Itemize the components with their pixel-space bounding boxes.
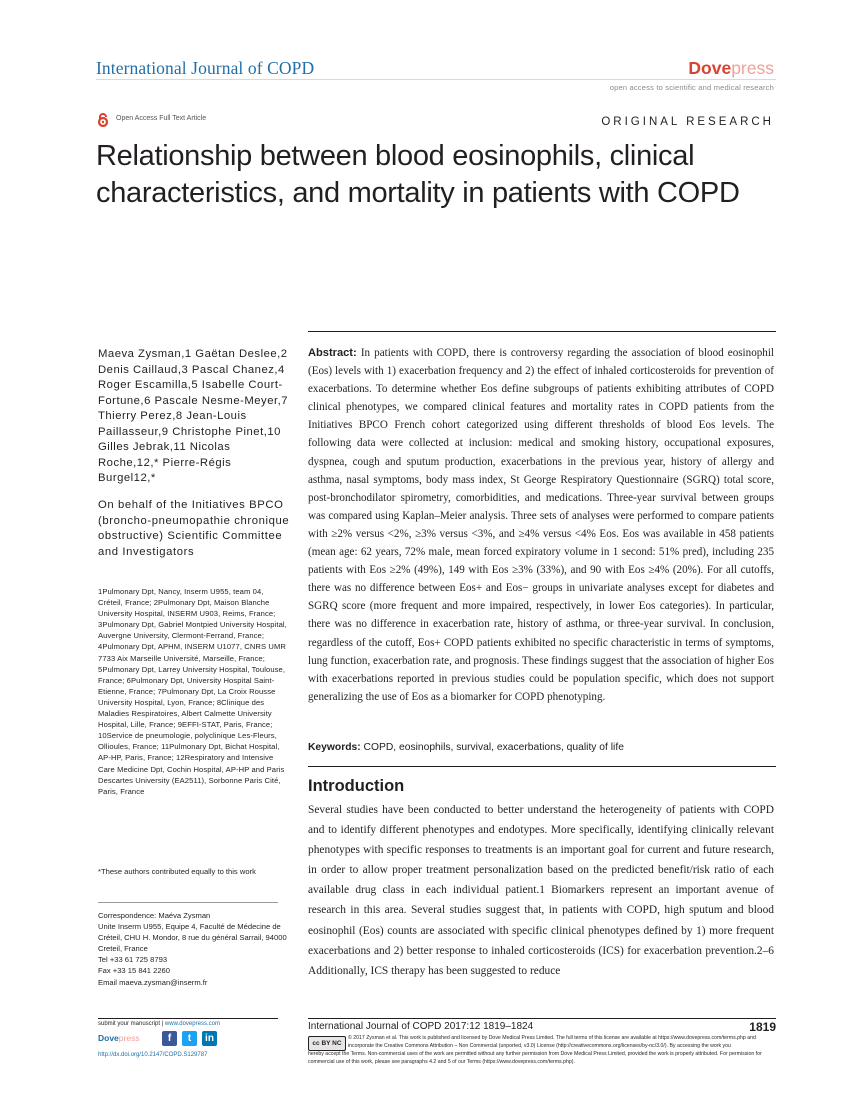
footer-publisher-logo[interactable]	[98, 1033, 140, 1043]
cc-license-icon[interactable]: cc BY NC	[308, 1036, 346, 1051]
linkedin-icon[interactable]: in	[202, 1031, 217, 1046]
keywords	[308, 740, 774, 756]
header-divider	[96, 79, 776, 80]
author-list: Maeva Zysman,1 Gaëtan Deslee,2 Denis Caillaud,3 Pascal Chanez,4 Roger Escamilla,5 Isabelle Court-Fortune,6 Pascale Nesme-Meyer,7 Thierry Perez,8 Jean-Louis Paillasseur,9 Christophe Pinet,10 Gilles Jebrak,11 Nicolas Roche,12,* Pierre-Régis Burgel12,*	[98, 348, 289, 484]
affiliations: 1Pulmonary Dpt, Nancy, Inserm U955, team 04, Créteil, France; 2Pulmonary Dpt, Maison Blanche University Hospital, INSERM U903, Reims, France; 3Pulmonary Dpt, Gabriel Montpied University Hospital, Auvergne University, Clermont-Ferrand, France; 4Pulmonary Dpt, APHM, INSERM U1077, CNRS UMR 7733 Aix Marseille Université, Marseille, France; 5Pulmonary Dpt, Larrey University Hospital, Toulouse, France; 6Pulmonary Dpt, University Hospital Saint-Etienne, France; 7Pulmonary Dpt, La Croix Rousse University Hospital, Lyon, France; 8Clinique des Maladies Respiratoires, Albert Calmette University Hospital, Lille, France; 9EFFI-STAT, Paris, France; 10Service de pneumologie, polyclinique Les-Fleurs, Ollioules, France; 11Pulmonary Dpt, Bichat Hospital, AP-HP, Paris, France; 12Respiratory and Intensive Care Medicine Dpt, Cochin Hospital, AP-HP and Paris Descartes University (EA2511), Sorbonne Paris Cité, Paris, France	[98, 587, 287, 796]
publisher-logo[interactable]	[688, 58, 774, 79]
correspondence-label: Correspondence: Maéva Zysman	[98, 911, 211, 920]
article-type: ORIGINAL RESEARCH	[601, 116, 774, 128]
license-text: © 2017 Zysman et al. This work is published and licensed by Dove Medical Press Limited. The full terms of this license are available at https://www.dovepress.com/terms.php and incorporate the Creative Commons Attribution – Non Commercial (unported, v3.0) License (http://creativecommons.org/licenses/by-nc/3.0/). By accessing the work you	[348, 1035, 756, 1049]
abstract-top-divider	[308, 331, 776, 332]
footer-divider-left	[98, 1018, 278, 1019]
submit-text: submit your manuscript |	[98, 1021, 165, 1027]
correspondence-block	[98, 910, 290, 988]
publisher-tagline: open access to scientific and medical research	[609, 83, 774, 92]
twitter-icon[interactable]: t	[182, 1031, 197, 1046]
submit-manuscript	[98, 1021, 220, 1027]
social-links	[162, 1031, 217, 1046]
page-number: 1819	[749, 1020, 776, 1034]
article-title: Relationship between blood eosinophils, clinical characteristics, and mortality in patients with COPD	[96, 140, 740, 209]
open-access-icon	[96, 113, 110, 127]
footer-divider-right	[308, 1018, 776, 1019]
abstract	[308, 344, 774, 706]
correspondence-divider	[98, 902, 278, 903]
license-text-continued: hereby accept the Terms. Non-commercial uses of the work are permitted without any further permission from Dove Medical Press Limited, provided the work is properly attributed. For permission for commercial use of this work, please see paragraphs 4.2 and 5 of our Terms (https://www.dovepress.com/terms.php).	[308, 1051, 762, 1065]
equal-contribution-note: *These authors contributed equally to this work	[98, 867, 256, 876]
footer-logo-press: press	[118, 1033, 140, 1043]
facebook-icon[interactable]: f	[162, 1031, 177, 1046]
publisher-logo-press: press	[731, 58, 774, 78]
correspondence-fax: Fax +33 15 841 2260	[98, 966, 170, 976]
correspondence-address: Unite Inserm U955, Equipe 4, Faculté de Médecine de Créteil, CHU H. Mondor, 8 rue du général Sarrail, 94000 Creteil, France	[98, 922, 287, 954]
abstract-label: Abstract:	[308, 347, 357, 359]
correspondence-tel: Tel +33 61 725 8793	[98, 955, 168, 965]
keywords-text: COPD, eosinophils, survival, exacerbations, quality of life	[360, 742, 624, 753]
on-behalf-statement: On behalf of the Initiatives BPCO (broncho-pneumopathie chronique obstructive) Scientific Committee and Investigators	[98, 499, 290, 558]
keywords-label: Keywords:	[308, 742, 361, 753]
footer-logo-dove: Dove	[98, 1033, 119, 1043]
journal-title[interactable]: International Journal of COPD	[96, 58, 315, 78]
introduction-heading: Introduction	[308, 777, 405, 795]
publisher-logo-dove: Dove	[688, 58, 732, 78]
keywords-divider	[308, 766, 776, 767]
correspondence-email[interactable]: Email maeva.zysman@inserm.fr	[98, 977, 208, 987]
submit-link[interactable]: www.dovepress.com	[164, 1021, 220, 1027]
abstract-text: In patients with COPD, there is controversy regarding the association of blood eosinophil (Eos) levels with 1) exacerbation frequency and 2) the effect of inhaled corticosteroids for prevention of exacerbations. To determine whether Eos define subgroups of patients exhibiting attributes of COPD clinical phenotypes, we compared clinical features and mortality rates in COPD patients from the Initiatives BPCO French cohort categorized using different thresholds of blood Eos levels. The following data were collected at inclusion: medical and smoking history, occupational exposures, dyspnea, cough and sputum production, exacerbations in the previous year, history of allergy and asthma, nasal symptoms, body mass index, St George Respiratory Questionnaire (SGRQ) total score, post-bronchodilator spirometry, comorbidities, and medications. Three-year survival between groups was compared using Kaplan–Meier analysis. Three sets of analyses were performed to compare patients with ≥2% versus <2%, ≥3% versus <3%, and ≥4% versus <4% Eos. Eos was available in 458 patients (mean age: 62 years, 72% male, mean forced expiratory volume in 1 second: 51% pred), including 235 patients with Eos ≥2% (49%), 149 with Eos ≥3% (33%), and 90 with Eos ≥4% (20%). For all cutoffs, there was no difference between Eos+ and Eos− groups in univariate analyses except for diabetes and SGRQ score (more frequent and more impaired, respectively, in lower Eos categories). In particular, there was no difference in exacerbation rate, history of asthma, or three-year survival. In conclusion, regardless of the cutoff, Eos+ COPD patients exhibited no specific characteristic in terms of symptoms, lung function, exacerbation rate, and prognosis. These findings suggest that the association of higher Eos with exacerbations reported in previous studies could be population specific, which does not support generalizing the use of Eos as a biomarker for COPD phenotyping.	[308, 347, 774, 703]
introduction-text: Several studies have been conducted to better understand the heterogeneity of patients with COPD and to identify different phenotypes and endotypes. More specifically, identifying clinically relevant phenotypes with specific responses to treatments is an important goal for current and future research, in order to allow proper treatment personalization based on the predicted benefit/risk ratio of each available drug class in each individual patient.1 Biomarkers represent an important avenue of research in this area. Several studies suggest that, in patients with COPD, high sputum and blood eosinophil (Eos) counts are associated with specific clinical phenotypes defined by 1) more frequent exacerbations and 2) better response to inhaled corticosteroids (ICS) for exacerbation prevention.2–6 Additionally, ICS therapy has been suggested to reduce	[308, 804, 774, 977]
open-access-label: Open Access Full Text Article	[116, 115, 207, 122]
journal-citation: International Journal of COPD 2017:12 1819–1824	[308, 1021, 534, 1032]
doi-link[interactable]: http://dx.doi.org/10.2147/COPD.S129787	[98, 1052, 208, 1058]
